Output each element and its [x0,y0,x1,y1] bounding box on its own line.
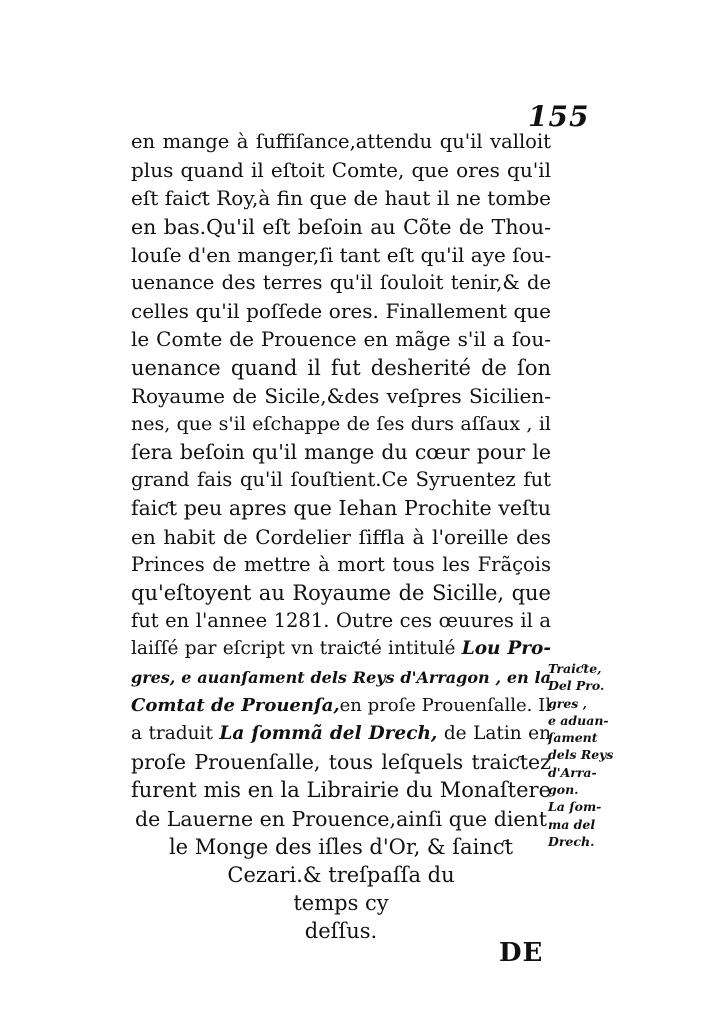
text-line: Cezari.& treſpaſſa du [227,862,455,887]
title-italic: Lou Pro- [461,638,551,660]
text-line: eſt faiƈt Roy,à fin que de haut il ne tombe [131,186,551,211]
text-segment: de Latin en [443,722,551,744]
text-line: le Comte de Prouence en mãge s'il a ſou- [131,327,551,352]
margin-note-line: e aduan- [548,712,609,728]
text-line: en bas.Qu'il eſt beſoin au Cõte de Thou- [131,214,551,239]
page-number: 155 [528,100,590,133]
text-line: furent mis en la Librairie du Monaſtere [131,778,551,803]
text-line: grand fais qu'il ſouſtient.Ce Syruentez fut [131,468,551,492]
text-segment: en proſe Prouenſalle. Il [339,694,551,716]
text-line: nes, que s'il eſchappe de ſes durs aſſaux , il [131,412,551,435]
margin-note [548,660,638,850]
margin-note-line: gres , [548,695,588,711]
margin-note-line: dels Reys [548,747,614,763]
text-line: de Lauerne en Prouence,ainſi que dient [135,806,547,831]
margin-note-line: Traiƈte, [548,661,602,676]
margin-note-line: Drech. [548,833,595,849]
text-line [131,692,551,720]
text-line [131,720,551,748]
text-segment: a traduit [131,722,213,744]
text-line: en habit de Cordelier ſiffla à l'oreille des [131,524,551,549]
text-line: qu'eſtoyent au Royaume de Sicille, que [131,581,551,605]
text-line: Princes de mettre à mort tous les Frãçois [131,552,551,576]
text-line: deſſus. [304,919,378,944]
body-text [131,128,551,945]
text-line: le Monge des iſles d'Or, & ſainƈt [168,834,514,859]
text-segment: laiſſé par eſcript vn traiƈté intitulé [131,638,456,660]
text-line: plus quand il eſtoit Comte, que ores qu'il [131,158,551,183]
text-line: uenance des terres qu'il ſouloit tenir,& de [131,270,551,294]
text-line: uenance quand il fut desherité de ſon [131,355,551,380]
title-italic-line: gres, e auanſament dels Reys d'Arragon , en la [131,667,551,687]
catchword: DE [499,938,544,968]
text-line [131,635,551,663]
text-line: celles qu'il poſſede ores. Finallement que [131,299,551,324]
margin-note-line: d'Arra- [548,764,597,780]
text-line: temps cy [293,891,389,916]
text-line: fut en l'annee 1281. Outre ces œuures il a [131,609,551,633]
text-line: proſe Prouenſalle, tous leſquels traiƈtez [131,750,551,775]
title-italic: Comtat de Prouenſa, [131,694,340,716]
text-line: louſe d'en manger,ſi tant eſt qu'il aye ſou- [131,242,552,267]
text-line: en mange à ſuffiſance,attendu qu'il valloit [131,130,551,153]
text-line: ſera beſoin qu'il mange du cœur pour le [131,440,551,465]
text-line: Royaume de Sicile,&des veſpres Sicilien- [131,383,551,408]
title-italic: La ſommã del Drech, [219,722,438,744]
text-line: faiƈt peu apres que Iehan Prochite veſtu [131,496,551,521]
margin-note-line: gon. [548,782,579,798]
margin-note-line: Del Pro. [548,678,605,694]
margin-note-line: ſament [548,730,598,746]
margin-note-line: La ſom- [548,799,602,815]
margin-note-line: ma del [548,816,596,832]
